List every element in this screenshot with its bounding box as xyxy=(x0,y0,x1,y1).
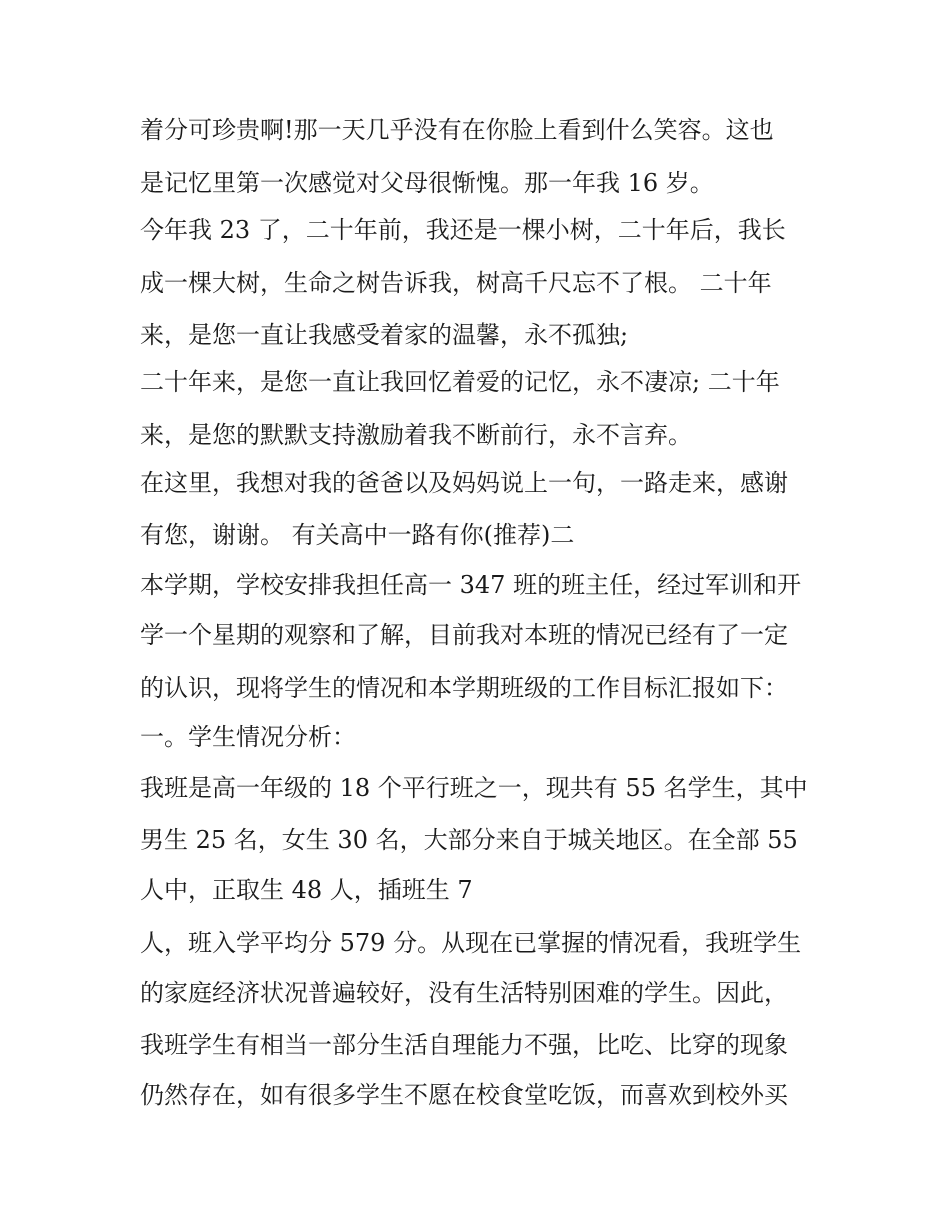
text-line: 本学期，学校安排我担任高一 347 班的班主任，经过军训和开 xyxy=(140,571,802,599)
text-line: 人中，正取生 48 人，插班生 7 xyxy=(140,876,473,904)
text-line: 着分可珍贵啊!那一天几乎没有在你脸上看到什么笑容。这也 xyxy=(140,116,774,144)
text-line: 我班学生有相当一部分生活自理能力不强，比吃、比穿的现象 xyxy=(140,1031,788,1059)
text-line: 的认识，现将学生的情况和本学期班级的工作目标汇报如下： xyxy=(140,674,788,702)
text-line: 来，是您的默默支持激励着我不断前行，永不言弃。 xyxy=(140,421,692,449)
text-line: 人，班入学平均分 579 分。从现在已掌握的情况看，我班学生 xyxy=(140,929,802,957)
text-line: 的家庭经济状况普遍较好，没有生活特别困难的学生。因此， xyxy=(140,979,788,1007)
text-line: 成一棵大树，生命之树告诉我，树高千尺忘不了根。 二十年 xyxy=(140,269,772,297)
text-line: 我班是高一年级的 18 个平行班之一，现共有 55 名学生，其中 xyxy=(140,774,808,802)
text-line: 在这里，我想对我的爸爸以及妈妈说上一句，一路走来，感谢 xyxy=(140,469,788,497)
text-line: 来，是您一直让我感受着家的温馨，永不孤独; xyxy=(140,321,629,349)
text-line: 学一个星期的观察和了解，目前我对本班的情况已经有了一定 xyxy=(140,621,788,649)
text-line: 男生 25 名，女生 30 名，大部分来自于城关地区。在全部 55 xyxy=(140,826,798,854)
text-line: 有您，谢谢。 有关高中一路有你(推荐)二 xyxy=(140,521,575,549)
text-line: 二十年来，是您一直让我回忆着爱的记忆，永不凄凉; 二十年 xyxy=(140,368,780,396)
text-line: 今年我 23 了，二十年前，我还是一棵小树，二十年后，我长 xyxy=(140,216,786,244)
text-line: 是记忆里第一次感觉对父母很惭愧。那一年我 16 岁。 xyxy=(140,169,714,197)
text-line: 仍然存在，如有很多学生不愿在校食堂吃饭，而喜欢到校外买 xyxy=(140,1081,788,1109)
text-line: 一。学生情况分析： xyxy=(140,723,356,751)
